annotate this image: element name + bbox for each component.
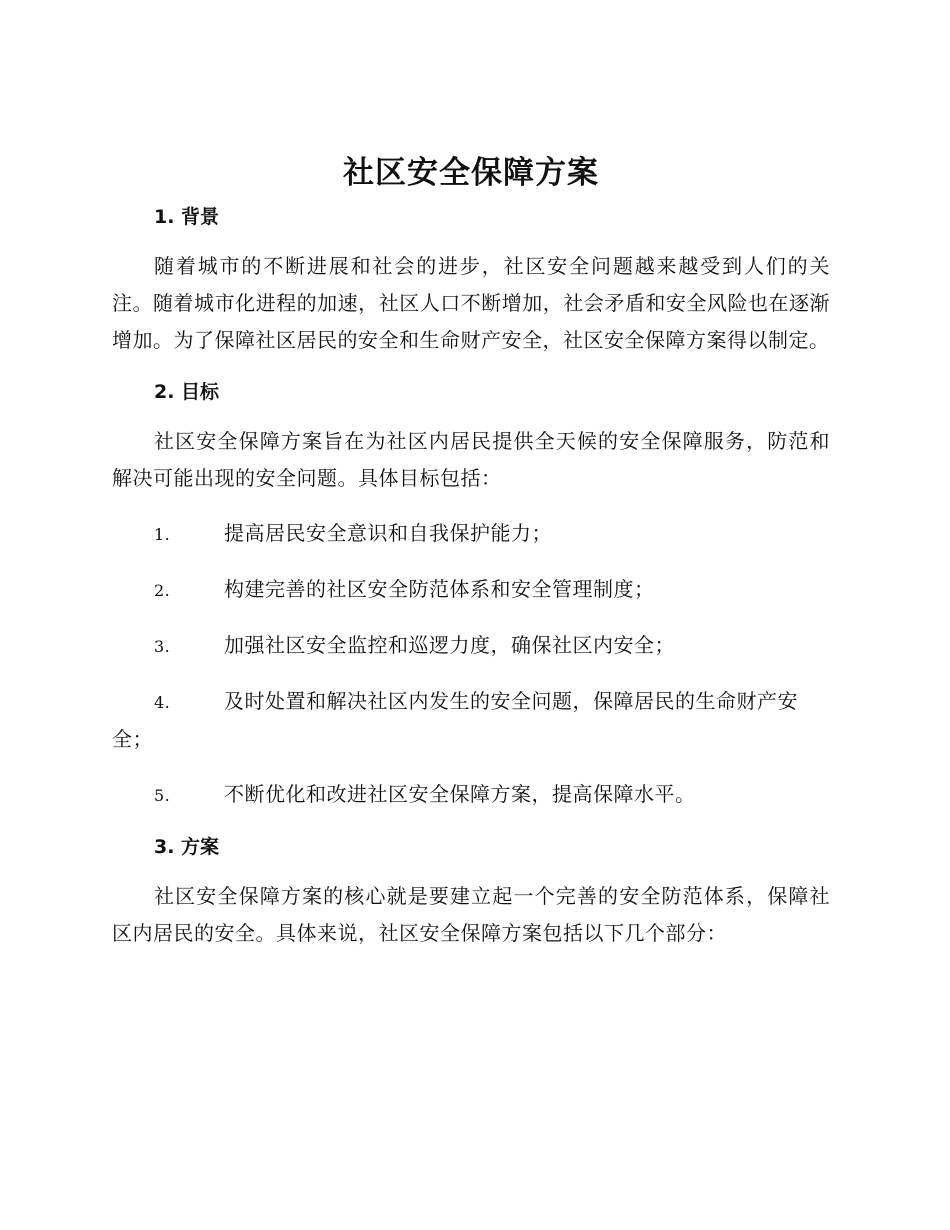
goals-paragraph: 社区安全保障方案旨在为社区内居民提供全天候的安全保障服务，防范和解决可能出现的安全问题。具体目标包括： xyxy=(112,429,830,490)
list-item xyxy=(112,776,830,814)
list-item-text: 不断优化和改进社区安全保障方案，提高保障水平。 xyxy=(224,782,696,806)
section-heading-background: 1. 背景 xyxy=(154,206,220,228)
list-item xyxy=(112,571,830,609)
list-item-number: 5. xyxy=(154,786,171,805)
list-item xyxy=(112,683,830,758)
background-paragraph: 随着城市的不断进展和社会的进步，社区安全问题越来越受到人们的关注。随着城市化进程的加速，社区人口不断增加，社会矛盾和安全风险也在逐渐增加。为了保障社区居民的安全和生命财产安全，社区安全保障方案得以制定。 xyxy=(112,254,830,352)
page-title: 社区安全保障方案 xyxy=(343,155,599,191)
document-content xyxy=(112,150,830,952)
list-item-number: 1. xyxy=(154,525,171,544)
list-item-text: 提高居民安全意识和自我保护能力； xyxy=(224,521,552,545)
plan-paragraph: 社区安全保障方案的核心就是要建立起一个完善的安全防范体系，保障社区内居民的安全。具体来说，社区安全保障方案包括以下几个部分： xyxy=(112,884,830,945)
list-item-number: 3. xyxy=(154,637,171,656)
list-item-text: 及时处置和解决社区内发生的安全问题，保障居民的生命财产安全； xyxy=(112,689,798,751)
section-heading-goals: 2. 目标 xyxy=(154,381,220,403)
list-item-text: 加强社区安全监控和巡逻力度，确保社区内安全； xyxy=(224,633,675,657)
list-item-number: 4. xyxy=(154,693,171,712)
list-item-number: 2. xyxy=(154,581,171,600)
list-item xyxy=(112,627,830,665)
list-item-text: 构建完善的社区安全防范体系和安全管理制度； xyxy=(224,577,655,601)
section-heading-plan: 3. 方案 xyxy=(154,836,220,858)
list-item xyxy=(112,515,830,553)
goals-list xyxy=(112,515,830,814)
